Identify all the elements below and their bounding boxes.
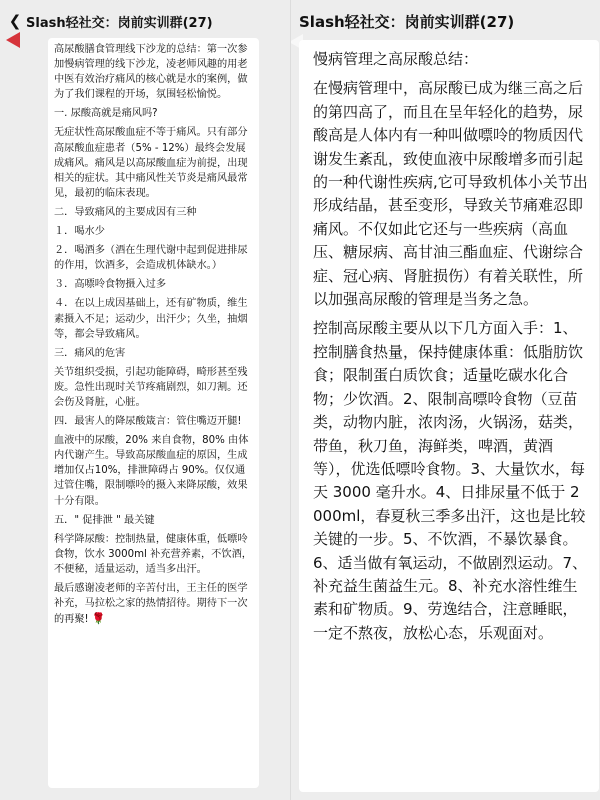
message-paragraph: 血液中的尿酸，20% 来自食物，80% 由体内代谢产生。导致高尿酸血症的原因，生成增加仅占10%，排泄障碍占 90%。仅仅通过管住嘴，限制嘌呤的摄入来降尿酸，效果十分有限。 (54, 435, 249, 507)
left-chat-screenshot (0, 0, 291, 800)
message-heading: 一. 尿酸高就是痛风吗? (54, 108, 158, 120)
rose-icon: 🌹 (91, 612, 106, 626)
message-heading: 三．痛风的危害 (54, 347, 126, 359)
message-heading: 五．" 促排泄 " 最关键 (54, 514, 155, 526)
message-bubble[interactable] (48, 38, 259, 788)
chat-title: Slash轻社交：岗前实训群(27) (26, 15, 213, 31)
message-list-item: ２．喝酒多（酒在生理代谢中起到促进排尿的作用，饮酒多，会造成机体缺水。） (54, 245, 248, 272)
avatar-tail (6, 32, 20, 48)
message-list-item: １．喝水少 (54, 226, 105, 238)
message-heading: 慢病管理之高尿酸总结： (313, 50, 479, 68)
message-paragraph: 高尿酸膳食管理线下沙龙的总结：第一次参加慢病管理的线下沙龙，凌老师风趣的用老中医有效治疗痛风的核心就是水的案例，做为了我们课程的开场，氛围轻松愉悦。 (54, 44, 248, 101)
message-heading: 四．最害人的降尿酸箴言：管住嘴迈开腿! (54, 416, 242, 428)
chevron-left-icon[interactable]: ❮ (8, 12, 22, 30)
message-paragraph (54, 581, 253, 627)
closing-text: 最后感谢凌老师的辛苦付出，王主任的医学补充，马拉松之家的热情招待。期待下一次的再聚! (54, 583, 248, 626)
message-paragraph: 关节组织受损，引起功能障碍，畸形甚至残废。急性出现时关节疼痛剧烈，如刀割。还会伤及肾脏，心脏。 (54, 366, 248, 408)
chat-header (291, 0, 600, 42)
message-paragraph: 在慢病管理中，高尿酸已成为继三高之后的第四高了，而且在呈年轻化的趋势，尿酸高是人体内有一种叫做嘌呤的物质因代谢发生紊乱，致使血液中尿酸增多而引起的一种代谢性疾病,它可导致机体小关节出形成结晶，甚至变形，导致关节痛难忍即痛风。不仅如此它还与一些疾病（高血压、糖尿病、高甘油三酯血症、代谢综合症、冠心病、肾脏损伤）有着关联性，所以加强高尿酸的管理是当务之急。 (313, 79, 588, 309)
message-list-item: ４．在以上成因基础上，还有矿物质，维生素摄入不足；运动少，出汗少；久坐，抽烟等，都会导致痛风。 (54, 298, 248, 340)
message-paragraph: 无症状性高尿酸血症不等于痛风。只有部分高尿酸血症患者（5% - 12%）最终会发展成痛风。痛风是以高尿酸血症为前提，出现相关的症状。其中痛风性关节炎是痛风最常见，最初的临床表现。 (54, 127, 248, 199)
message-bubble[interactable] (299, 40, 599, 792)
message-list-item: ３．高嘌呤食物摄入过多 (54, 279, 167, 291)
message-heading: 二．导致痛风的主要成因有三种 (54, 206, 197, 218)
message-paragraph: 科学降尿酸：控制热量，健康体重，低嘌呤食物，饮水 3000ml 补充营养素，不饮酒，不便秘，适量运动，适当多出汗。 (54, 533, 252, 575)
message-paragraph: 控制高尿酸主要从以下几方面入手：1、控制膳食热量，保持健康体重：低脂肪饮食；限制蛋白质饮食；适量吃碳水化合物；少饮酒。2、限制高嘌呤食物（豆苗类，动物内脏，浓肉汤，火锅汤，菇类，带鱼，秋刀鱼，海鲜类，啤酒，黄酒等），优选低嘌呤食物。3、大量饮水，每天 3000 毫升水。4、日排尿量不低于 2000ml，春夏秋三季多出汗，这也是比较关键的一步。5、不饮酒，不暴饮暴食。6、适当做有氧运动，不做剧烈运动。7、补充益生菌益生元。8、补充水溶性维生素和矿物质。9、劳逸结合，注意睡眠，一定不熬夜，放松心态，乐观面对。 (313, 319, 588, 642)
chat-title: Slash轻社交：岗前实训群(27) (299, 12, 515, 31)
chat-header (0, 0, 291, 42)
right-chat-screenshot (291, 0, 600, 800)
